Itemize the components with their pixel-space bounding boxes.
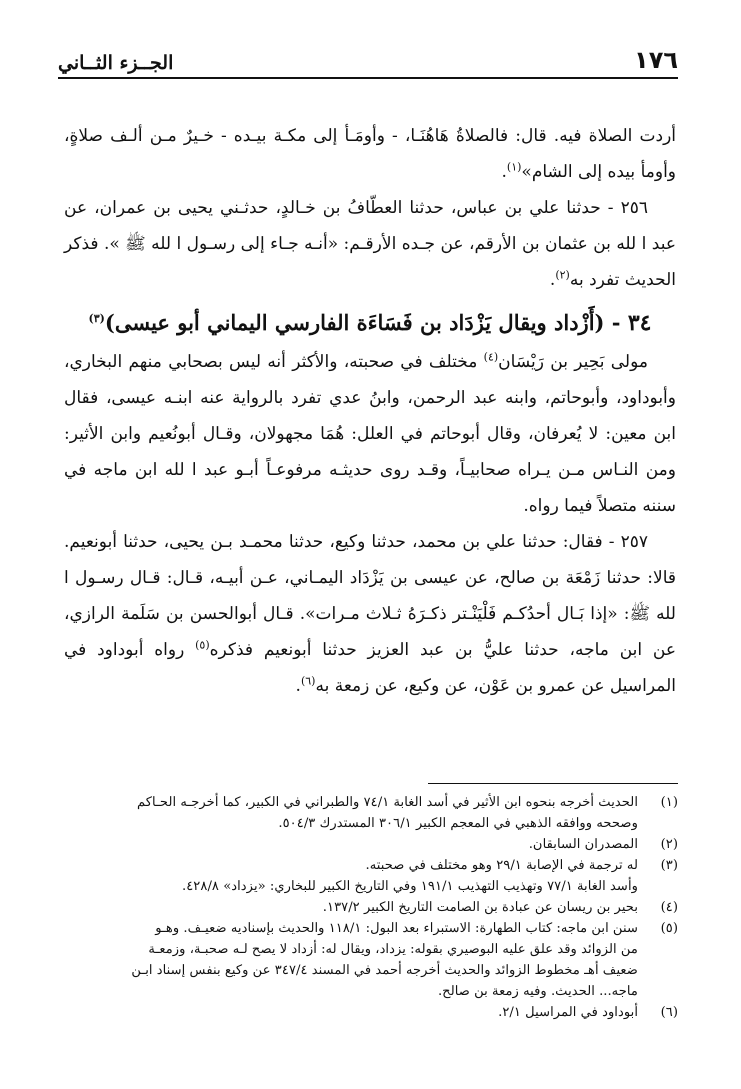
footnote-text: [64, 918, 638, 1002]
hadith-257-text-a: ٢٥٧ - فقال: حدثنا علي بن محمد، حدثنا وكيع، حدثنا محمـد بـن يحيى، حدثنا أبونعيم. قالا: حدثنا زَمْعَة بن صالح، عن عيسى بن يَزْدَاد اليمـاني، عـن أبيـه، قـال: قـال رسـول ا لله ﷺ: «إذا بَـال أحدُكـم فَلْيَنْـتر ذكـرَهُ ثـلاث مـرات». قـال أبوالحسن بن سَلَمة الرازي، عن ابن ماجه، حدثنا عليُّ بن عبد العزيز حدثنا أبونعيم فذكره: [64, 532, 676, 660]
footnote-number: (١): [660, 795, 678, 810]
main-text: [64, 118, 676, 704]
hadith-256-text: ٢٥٦ - حدثنا علي بن عباس، حدثنا العطّافُ بن خـالدٍ، حدثـني يحيى بن عمران، عن عبد ا لله بن عثمان بن الأرقم، عن جـده الأرقـم: «أنـه جـاء إلى رسـول ا لله ﷺ ». فذكر الحديث تفرد به: [64, 198, 676, 290]
biography-paragraph: [64, 344, 676, 524]
footnote-text: [64, 897, 638, 918]
footnote-ref-5: (٥): [195, 638, 210, 652]
biography-text-a: مولى بَحِير بن رَيْسَان: [498, 352, 648, 372]
chapter-title: - (أَزْداد ويقال يَزْدَاد بن فَسَاءَة الفارسي اليماني أبو عيسى): [104, 310, 628, 335]
footnote-line: له ترجمة في الإصابة ٢٩/١ وهو مختلف في صحبته.: [365, 858, 638, 873]
paragraph-1: [64, 118, 676, 190]
footnote-number: (٦): [660, 1005, 678, 1020]
footnote-line: ماجه... الحديث. وفيه زمعة بن صالح.: [437, 984, 638, 999]
header-rule: [58, 77, 678, 79]
paragraph-1-text: أردت الصلاة فيه. قال: فالصلاةُ هَاهُنَـا، - وأومَـأ إلى مكـة بيـده - خـيرٌ مـن ألـف صلاةٍ، وأومأ بيده إلى الشام»: [64, 126, 676, 182]
footnote-line: وأسد الغابة ٧٧/١ وتهذيب التهذيب ١٩١/١ وفي التاريخ الكبير للبخاري: «يزداد» ٤٢٨/٨.: [182, 879, 638, 894]
footnote-ref-6: (٦): [300, 674, 316, 688]
footnote-ref-2: (٢): [555, 268, 570, 282]
footnote-text: [64, 834, 638, 855]
footnote-line: ضعيف أهـ مخطوط الزوائد والحديث أخرجه أحمد في المسند ٣٤٧/٤ عن وكيع بنفس إسناد ابـن: [131, 963, 638, 978]
footnote-number: (٤): [660, 900, 678, 915]
hadith-257: [64, 524, 676, 704]
footnote-number: (٢): [660, 837, 678, 852]
footnote-5: [64, 918, 678, 1002]
footnote-line: المصدران السابقان.: [528, 837, 638, 852]
hadith-256: [64, 190, 676, 298]
footnote-ref-4: (٤): [483, 350, 499, 364]
footnote-separator: [428, 783, 678, 784]
footnote-text: [64, 855, 638, 897]
footnote-line: بحير بن ريسان عن عبادة بن الصامت التاريخ الكبير ١٣٧/٢.: [322, 900, 638, 915]
footnotes: [64, 792, 678, 1023]
page-header: [58, 38, 678, 74]
chapter-number: ٣٤: [627, 310, 652, 336]
hadith-257-end: .: [295, 676, 301, 696]
footnote-ref-1: (١): [506, 160, 522, 174]
footnote-line: سنن ابن ماجه: كتاب الطهارة: الاستبراء بعد البول: ١١٨/١ والحديث بإسناديه ضعيـف. وهـو: [155, 921, 638, 936]
footnote-text: [64, 1002, 638, 1023]
footnote-3: [64, 855, 678, 897]
paragraph-1-end: .: [501, 162, 507, 182]
footnote-line: من الزوائد وقد علق عليه البوصيري بقوله: يزداد، ويقال له: أزداد لا يصح لـه صحبـة، وزمعـة: [148, 942, 638, 957]
footnote-number: (٣): [660, 858, 678, 873]
footnote-line: أبوداود في المراسيل ٢/١.: [498, 1005, 638, 1020]
part-title: الجــزء الثــاني: [58, 52, 174, 74]
footnote-text: [64, 792, 638, 834]
footnote-6: [64, 1002, 678, 1023]
hadith-256-end: .: [549, 270, 556, 290]
footnote-line: الحديث أخرجه بنحوه ابن الأثير في أسد الغابة ٧٤/١ والطبراني في الكبير، كما أخرجـه الحـاكم: [137, 795, 638, 810]
footnote-ref-3: (٣): [88, 312, 105, 325]
chapter-heading: [64, 304, 676, 342]
biography-text-b: مختلف في صحبته، والأكثر أنه ليس بصحابي منهم البخاري، وأبوداود، وأبوحاتم، وابنه عبد الرحمن، وابنُ عدي تفرد بالرواية عنه ابنـه عيسى، فقال ابن معين: لا يُعرفان، وقال أبوحاتم في العلل: هُمَا مجهولان، وقـال أبونُعيم وابن الأثير: ومن النـاس مـن يـراه صحابيـاً، وقـد روى حديثـه مرفوعـاً أبـو عبد ا لله ابن ماجه في سننه متصلاً فيما رواه.: [64, 352, 676, 516]
footnote-1: [64, 792, 678, 834]
hadith-257-text-b: رواه أبوداود في المراسيل عن عمرو بن عَوْن، عن وكيع، عن زمعة به: [64, 640, 676, 696]
page-number: ١٧٦: [634, 46, 678, 74]
footnote-4: [64, 897, 678, 918]
footnote-2: [64, 834, 678, 855]
footnote-line: وصححه ووافقه الذهبي في المعجم الكبير ٣٠٦/١ المستدرك ٥٠٤/٣.: [278, 816, 638, 831]
footnote-number: (٥): [660, 921, 678, 936]
